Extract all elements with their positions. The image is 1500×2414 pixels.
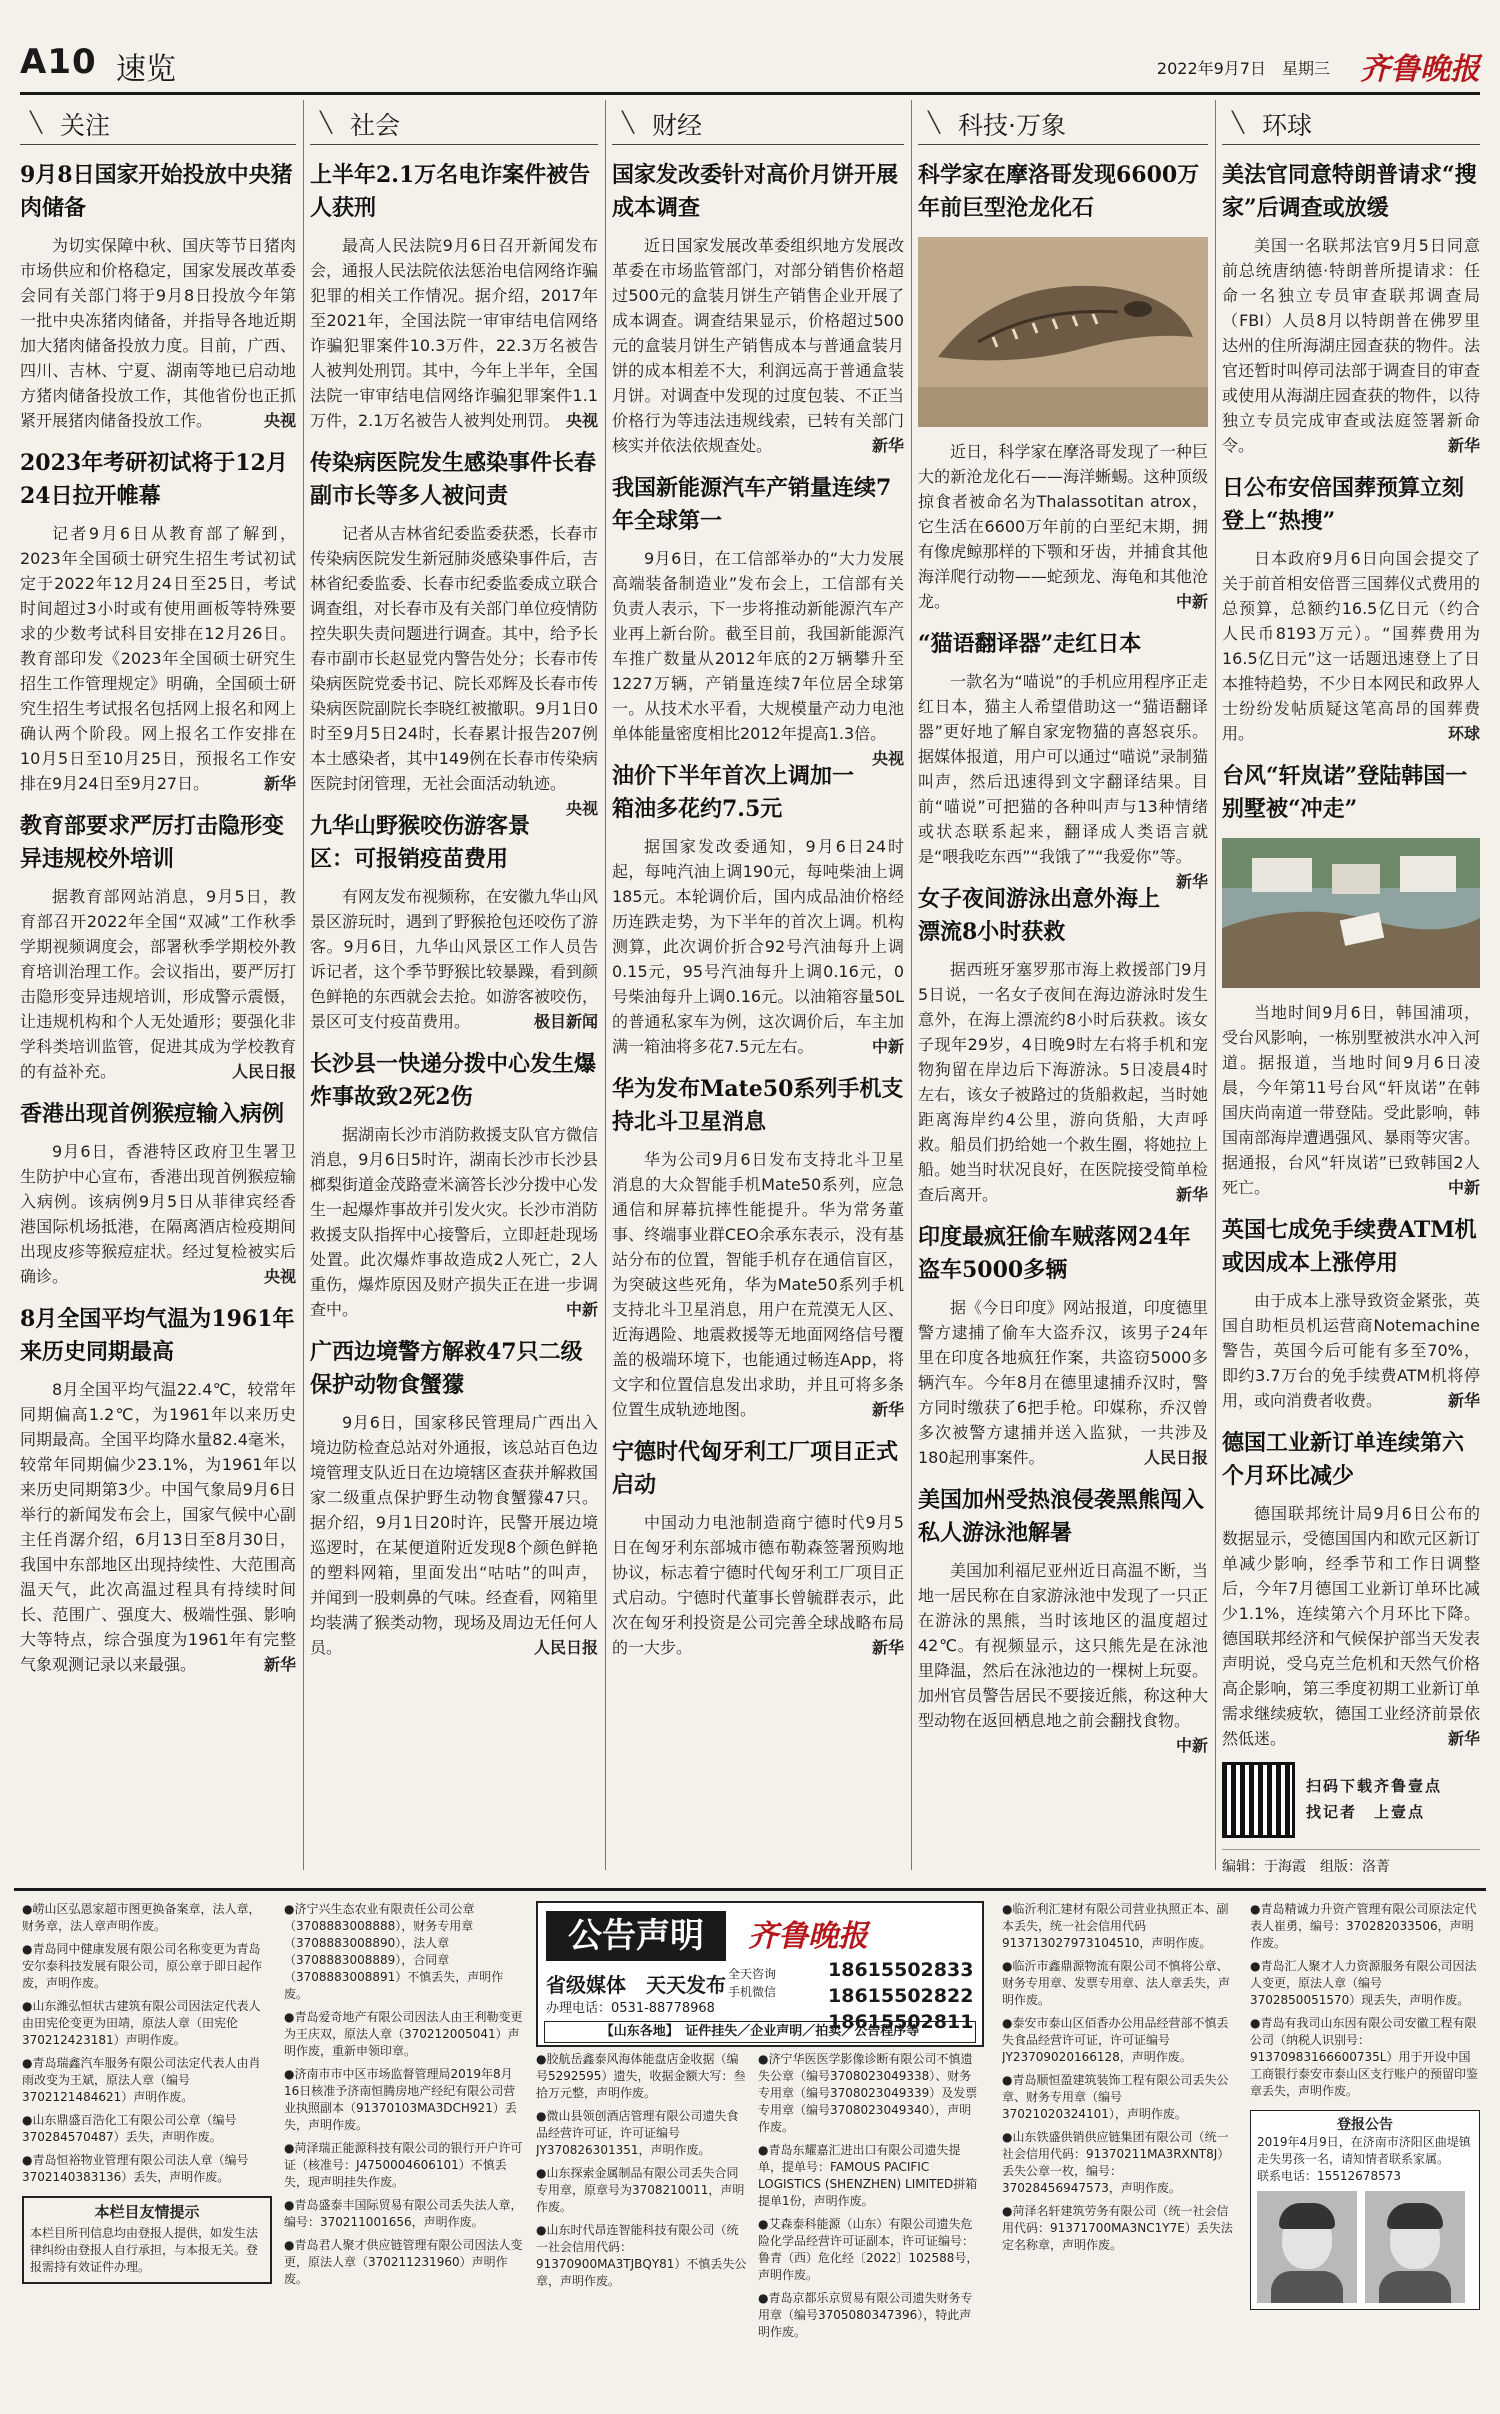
missing-notice-body: 2019年4月9日，在济南市济阳区曲堤镇走失男孩一名，请知情者联系家属。: [1257, 2135, 1471, 2166]
article-body: 中国动力电池制造商宁德时代9月5日在匈牙利东部城市德布勒森签署预购地协议，标志着宁德时代匈牙利工厂项目正式启动。宁德时代董事长曾毓群表示，此次在匈牙利投资是公司完善全球战略布局的一大步。 新华: [612, 1510, 904, 1660]
headline[interactable]: 宁德时代匈牙利工厂项目正式启动: [612, 1439, 899, 1498]
source-label: 央视: [263, 1267, 296, 1286]
source-label: 环球: [1447, 724, 1480, 743]
editor-credits: 编辑：于海霞 组版：洛菁: [1222, 1849, 1480, 1876]
article-body: 9月6日，国家移民管理局广西出入境边防检查总站对外通报，该总站百色边境管理支队近日在边境辖区查获并解救国家二级重点保护野生动物食蟹獴47只。据介绍，9月1日20时许，民警开展边境巡逻时，在某便道附近发现8个颜色鲜艳的塑料网箱，里面发出“咕咕”的叫声，并闻到一股刺鼻的气味。经查看，网箱里均装满了猴类动物，现场及周边无任何人员。 人民日报: [310, 1410, 598, 1660]
source-label: 中新: [871, 1037, 904, 1056]
notice-item: ● 青岛盛泰丰国际贸易有限公司丢失法人章，编号：370211001656，声明作废。: [284, 2197, 526, 2231]
headline[interactable]: 科学家在摩洛哥发现6600万年前巨型沧龙化石: [918, 162, 1200, 221]
notice-item: ● 青岛京都乐京贸易有限公司遗失财务专用章（编号3705080347396），特此声明作废。: [758, 2290, 980, 2341]
headline[interactable]: 华为发布Mate50系列手机支持北斗卫星消息: [612, 1076, 904, 1135]
article-body: 近日，科学家在摩洛哥发现了一种巨大的新沧龙化石——海洋蜥蜴。这种顶级掠食者被命名为Thalassotitan atrox，它生活在6600万年前的白垩纪末期，拥有像虎鲸那样的下颚和牙齿，并捕食其他海洋爬行动物——蛇颈龙、海龟和其他沧龙。 中新: [918, 439, 1208, 614]
notice-item: ● 胶航岳鑫泰风海体能盘店金收据（编号5292595）遗失，收据金额大写：叁拾万元整，声明作废。: [536, 2051, 748, 2102]
article: [310, 1048, 598, 1322]
page-number: A10: [20, 42, 97, 82]
article-body: 德国联邦统计局9月6日公布的数据显示，受德国国内和欧元区新订单减少影响，经季节和工作日调整后，今年7月德国工业新订单环比减少1.1%，连续第六个月环比下降。德国联邦经济和气候保护部当天发表声明说，受乌克兰危机和天然气价格高企影响，第三季度初期工业新订单需求继续疲软，德国工业经济前景依然低迷。 新华: [1222, 1501, 1480, 1751]
headline[interactable]: 9月8日国家开始投放中央猪肉储备: [20, 162, 293, 221]
source-label: 中新: [1175, 1736, 1208, 1755]
classifieds-column: [758, 2051, 980, 2395]
child-photo: [1365, 2191, 1465, 2303]
article-body: 记者从吉林省纪委监委获悉，长春市传染病医院发生新冠肺炎感染事件后，吉林省纪委监委、长春市纪委监委成立联合调查组，对长春市及有关部门单位疫情防控失职失责问题进行调查。其中，给予长春市副市长赵显党内警告处分；长春市传染病医院党委书记、院长邓辉及长春市传染病医院副院长李晓红被撤职。9月1日0时至9月5日24时，长春累计报告207例本土感染者，其中149例在长春市传染病医院封闭管理，无社会面活动轨迹。 央视: [310, 521, 598, 796]
source-label: 新华: [871, 1638, 904, 1657]
article: [612, 1436, 904, 1660]
source-label: 新华: [1175, 872, 1208, 891]
article: [918, 159, 1208, 614]
missing-notice-contact: 联系电话：15512678573: [1257, 2169, 1401, 2183]
source-label: 新华: [1447, 436, 1480, 455]
article: [1222, 760, 1480, 1200]
article: [20, 447, 296, 796]
notice-item: ● 崂山区弘恩家超市图更换备案章，法人章，财务章，法人章声明作废。: [22, 1901, 272, 1935]
source-label: 中新: [565, 1300, 598, 1319]
notice-item: ● 济宁兴生态农业有限责任公司公章（3708883008888），财务专用章（3708883008890），法人章（3708883008889），合同章（3708883008891）不慎丢失，声明作废。: [284, 1901, 526, 2003]
classifieds-section: [14, 1888, 1486, 2401]
notice-item: ● 青岛同中健康发展有限公司名称变更为青岛安尔泰科技发展有限公司，原公章于即日起作废，声明作废。: [22, 1941, 272, 1992]
article: [918, 628, 1208, 891]
source-label: 新华: [1447, 1391, 1480, 1410]
article-body: 华为公司9月6日发布支持北斗卫星消息的大众智能手机Mate50系列，应急通信和屏幕抗摔性能提升。华为常务董事、终端事业群CEO余承东表示，没有基站分布的位置，智能手机存在通信盲区，为突破这些死角，华为Mate50系列手机支持北斗卫星消息，用户在荒漠无人区、近海遇险、地震救援等无地面网络信号覆盖的极端环境下，也能通过畅连App，将文字和位置信息发出求助，并且可将多条位置生成轨迹地图。 新华: [612, 1147, 904, 1422]
column-header: ╲ 财经: [612, 100, 904, 145]
headline[interactable]: 印度最疯狂偷车贼落网24年盗车5000多辆: [918, 1224, 1191, 1283]
column-divider: [1215, 100, 1216, 1870]
article: [1222, 1214, 1480, 1413]
issue-date: 2022年9月7日 星期三: [1156, 59, 1330, 78]
headline[interactable]: 上半年2.1万名电诈案件被告人获刑: [310, 162, 591, 221]
notice-item: ● 泰安市泰山区佰香办公用品经营部不慎丢失食品经营许可证，许可证编号JY23709020166128，声明作废。: [1002, 2015, 1240, 2066]
child-photo: [1257, 2191, 1357, 2303]
article-body: 8月全国平均气温22.4℃，较常年同期偏高1.2℃，为1961年以来历史同期最高。全国平均降水量82.4毫米，较常年同期偏少23.1%，为1961年以来历史同期第3少。中国气象局9月6日举行的新闻发布会上，国家气候中心副主任肖潺介绍，6月13日至8月30日，我国中东部地区出现持续性、大范围高温天气，此次高温过程具有持续时间长、范围广、强度大、极端性强、影响大等特点，综合强度为1961年有完整气象观测记录以来最强。 新华: [20, 1377, 296, 1677]
headline[interactable]: “猫语翻译器”走红日本: [918, 631, 1142, 657]
ad-phone[interactable]: 18615502833: [828, 1959, 974, 1981]
notice-item: ● 艾森泰科能源（山东）有限公司遗失危险化学品经营许可证副本，许可证编号：鲁青（西）危化经〔2022〕102588号，声明作废。: [758, 2216, 980, 2284]
chevron-right-icon: ╲: [30, 110, 43, 134]
article: [20, 159, 296, 433]
missing-person-notice: [1250, 2110, 1480, 2310]
article-body: 据国家发改委通知，9月6日24时起，每吨汽油上调190元，每吨柴油上调185元。本轮调价后，国内成品油价格经历连跌走势，为下半年的首次上调。机构测算，此次调价折合92号汽油每升上调0.15元，95号汽油每升上调0.16元，0号柴油每升上调0.16元。以油箱容量50L的普通私家车为例，这次调价后，车主加满一箱油将多花7.5元左右。 中新: [612, 834, 904, 1059]
notice-ad-banner: [536, 1901, 984, 2047]
ad-telephone: 办理电话：0531-88778968: [546, 2001, 715, 2016]
classifieds-column: [284, 1901, 526, 2395]
typhoon-photo: [1222, 838, 1480, 988]
notice-item: ● 临沂市鑫鼎源物流有限公司不慎将公章、财务专用章、发票专用章、法人章丢失，声明作废。: [1002, 1958, 1240, 2009]
missing-notice-title: 登报公告: [1337, 2117, 1393, 2133]
headline[interactable]: 日公布安倍国葬预算立刻登上“热搜”: [1222, 475, 1465, 534]
headline[interactable]: 女子夜间游泳出意外海上漂流8小时获救: [918, 886, 1161, 945]
ad-label: 全天咨询: [728, 1967, 777, 1981]
headline[interactable]: 台风“轩岚诺”登陆韩国一别墅被“冲走”: [1222, 763, 1468, 822]
column-header: ╲ 科技·万象: [918, 100, 1208, 145]
chevron-right-icon: ╲: [1232, 110, 1245, 134]
notice-item: ● 山东时代昂连智能科技有限公司（统一社会信用代码：91370900MA3TJBQY81）不慎丢失公章，声明作废。: [536, 2222, 748, 2290]
headline[interactable]: 美法官同意特朗普请求“搜家”后调查或放缓: [1222, 162, 1477, 221]
ad-brand-logo: 齐鲁晚报: [748, 1919, 868, 1954]
column-tech: [918, 100, 1208, 1880]
app-download-block: [1222, 1765, 1480, 1843]
classifieds-column: [1002, 1901, 1240, 2395]
chevron-right-icon: ╲: [928, 110, 941, 134]
article-body: 有网友发布视频称，在安徽九华山风景区游玩时，遇到了野猴抢包还咬伤了游客。9月6日，九华山风景区工作人员告诉记者，这个季节野猴比较暴躁，看到颜色鲜艳的东西就会去抢。如游客被咬伤，景区可支付疫苗费用。 极目新闻: [310, 884, 598, 1034]
headline[interactable]: 油价下半年首次上调加一箱油多花约7.5元: [612, 763, 855, 822]
tip-body: 本栏目所刊信息均由登报人提供，如发生法律纠纷由登报人自行承担，与本报无关。登报需持有效证件办理。: [30, 2226, 259, 2274]
source-label: 人民日报: [1143, 1448, 1208, 1467]
notice-item: ● 青岛有我司山东因有限公司安徽工程有限公司（纳税人识别号：91370983166600735L）用于开设中国工商银行泰安市泰山区支行账户的预留印鉴章丢失，声明作废。: [1250, 2015, 1480, 2100]
column-header: ╲ 环球: [1222, 100, 1480, 145]
qr-caption-2: 找记者 上壹点: [1306, 1803, 1426, 1821]
article: [918, 883, 1208, 1207]
headline[interactable]: 德国工业新订单连续第六个月环比减少: [1222, 1430, 1465, 1489]
column-divider: [911, 100, 912, 1870]
source-label: 中新: [1175, 592, 1208, 611]
article: [20, 1303, 296, 1677]
headline[interactable]: 教育部要求严厉打击隐形变异违规校外培训: [20, 813, 285, 872]
column-header: ╲ 社会: [310, 100, 598, 145]
ad-slogan: 省级媒体 天天发布: [546, 1973, 726, 1997]
article-body: 当地时间9月6日，韩国浦项，受台风影响，一栋别墅被洪水冲入河道。据报道，当地时间9月6日凌晨，今年第11号台风“轩岚诺”在韩国庆尚南道一带登陆。受此影响，韩国南部海岸遭遇强风、暴雨等灾害。据通报，台风“轩岚诺”已致韩国2人死亡。 中新: [1222, 1000, 1480, 1200]
classifieds-column: [536, 2051, 748, 2395]
notice-item: ● 青岛顺恒盈建筑装饰工程有限公司丢失公章、财务专用章（编号37021020324101），声明作废。: [1002, 2072, 1240, 2123]
column-society: [310, 100, 598, 1880]
source-label: 中新: [1447, 1178, 1480, 1197]
article: [310, 1336, 598, 1660]
column-focus: [20, 100, 296, 1880]
headline[interactable]: 香港出现首例猴痘输入病例: [20, 1101, 285, 1127]
source-label: 新华: [1447, 1729, 1480, 1748]
article: [310, 447, 598, 818]
headline[interactable]: 九华山野猴咬伤游客景区：可报销疫苗费用: [310, 813, 531, 872]
article: [612, 472, 904, 768]
classifieds-column: [22, 1901, 272, 2395]
source-label: 新华: [1175, 1185, 1208, 1204]
headline[interactable]: 8月全国平均气温为1961年来历史同期最高: [20, 1306, 295, 1365]
article: [1222, 159, 1480, 458]
article-body: 据西班牙塞罗那市海上救援部门9月5日说，一名女子夜间在海边游泳时发生意外，在海上漂流约8小时后获救。该女子现年29岁，4日晚9时左右将手机和宠物狗留在岸边后下海游泳。5日凌晨4时左右，该女子被路过的货船救起，当时她距离海岸约4公里，游向货船，大声呼救。船员们扔给她一个救生圈，将她拉上船。她当时状况良好，在医院接受简单检查后离开。 新华: [918, 957, 1208, 1207]
article: [612, 159, 904, 458]
source-label: 新华: [263, 774, 296, 793]
ad-label: 手机微信: [728, 1985, 777, 1999]
notice-item: ● 山东探索金属制品有限公司丢失合同专用章，原章号为3708210011，声明作废。: [536, 2165, 748, 2216]
notice-item: ● 青岛恒裕物业管理有限公司法人章（编号3702140383136）丢失，声明作废。: [22, 2152, 272, 2186]
article: [918, 1221, 1208, 1470]
article-body: 为切实保障中秋、国庆等节日猪肉市场供应和价格稳定，国家发展改革委会同有关部门将于9月8日投放今年第一批中央冻猪肉储备，并指导各地近期加大猪肉储备投放力度。目前，广西、四川、吉林、宁夏、湖南等地已启动地方猪肉储备投放工作，其他省份也正抓紧开展猪肉储备投放工作。 央视: [20, 233, 296, 433]
article: [20, 1098, 296, 1289]
source-label: 央视: [871, 749, 904, 768]
notice-item: ● 青岛汇人聚才人力资源服务有限公司因法人变更，原法人章（编号3702850051570）现丢失，声明作废。: [1250, 1958, 1480, 2009]
headline[interactable]: 传染病医院发生感染事件长春副市长等多人被问责: [310, 450, 597, 509]
column-divider: [605, 100, 606, 1870]
source-label: 人民日报: [533, 1638, 598, 1657]
ad-phone[interactable]: 18615502822: [828, 1985, 974, 2007]
ad-phone[interactable]: 18615502811: [828, 2011, 974, 2033]
notice-item: ● 山东潍弘恒状古建筑有限公司因法定代表人由田宪伦变更为田靖，原法人章（田宪伦370212423181）声明作废。: [22, 1998, 272, 2049]
newspaper-logo: 齐鲁晚报: [1360, 52, 1480, 87]
qr-caption: 扫码下载齐鲁壹点: [1306, 1777, 1443, 1795]
article: [20, 810, 296, 1084]
headline[interactable]: 2023年考研初试将于12月24日拉开帷幕: [20, 450, 288, 509]
article: [310, 810, 598, 1034]
article-body: 记者9月6日从教育部了解到，2023年全国硕士研究生招生考试初试定于2022年12月24日至25日，考试时间超过3小时或有使用画板等特殊要求的少数考试科目安排在12月26日。教育部印发《2023年全国硕士研究生招生工作管理规定》明确，全国硕士研究生招生考试报名包括网上报名和网上确认两个阶段。网上报名工作安排在10月5日至10月25日，预报名工作安排在9月24日至9月27日。 新华: [20, 521, 296, 796]
source-label: 人民日报: [231, 1062, 296, 1081]
tip-box: [22, 2196, 272, 2284]
article-body: 美国一名联邦法官9月5日同意前总统唐纳德·特朗普所提请求：任命一名独立专员审查联邦调查局（FBI）人员8月以特朗普在佛罗里达州的住所海湖庄园查获的物件。法官还暂时叫停司法部于调查目的审查或使用从海湖庄园查获的物件，以待独立专员完成审查或法庭签署新命令。 新华: [1222, 233, 1480, 458]
headline[interactable]: 国家发改委针对高价月饼开展成本调查: [612, 162, 899, 221]
article-body: 近日国家发展改革委组织地方发展改革委在市场监管部门，对部分销售价格超过500元的盒装月饼生产销售企业开展了成本调查。调查结果显示，价格超过500元的盒装月饼生产销售成本与普通盒装月饼的成本相差不大，利润远高于普通盒装月饼。对调查中发现的过度包装、不正当价格行为等违法违规线索，已转有关部门核实并依法依规查处。 新华: [612, 233, 904, 458]
article-body: 一款名为“喵说”的手机应用程序正走红日本，猫主人希望借助这一“猫语翻译器”更好地了解自家宠物猫的喜怒哀乐。据媒体报道，用户可以通过“喵说”录制猫叫声，然后迅速得到文字翻译结果。目前“喵说”可把猫的各种叫声与13种情绪或状态联系起来，翻译成人类语言就是“喂我吃东西”“我饿了”“我爱你”等。 新华: [918, 669, 1208, 869]
notice-item: ● 青岛瑞鑫汽车服务有限公司法定代表人由肖雨改变为王斌，原法人章（编号3702121484621）声明作废。: [22, 2055, 272, 2106]
chevron-right-icon: ╲: [622, 110, 635, 134]
source-label: 新华: [871, 436, 904, 455]
source-label: 新华: [871, 1400, 904, 1419]
section-title: 速览: [116, 52, 176, 87]
source-label: 极目新闻: [533, 1012, 598, 1031]
article-body: 据教育部网站消息，9月5日，教育部召开2022年全国“双减”工作秋季学期视频调度会，部署秋季学期校外教育培训治理工作。会议指出，要严厉打击隐形变异违规培训，形成警示震慑，让违规机构和个人无处遁形；要强化非学科类培训监管，促进其成为学校教育的有益补充。 人民日报: [20, 884, 296, 1084]
fossil-photo: [918, 237, 1208, 427]
article: [612, 1073, 904, 1422]
article-body: 美国加利福尼亚州近日高温不断，当地一居民称在自家游泳池中发现了一只正在游泳的黑熊，当时该地区的温度超过42℃。有视频显示，这只熊先是在泳池里降温，然后在泳池边的一棵树上玩耍。加州官员警告居民不要接近熊，称这种大型动物在返回栖息地之前会翻找食物。 中新: [918, 1558, 1208, 1733]
article-body: 9月6日，在工信部举办的“大力发展高端装备制造业”发布会上，工信部有关负责人表示，下一步将推动新能源汽车产业再上新台阶。截至目前，我国新能源汽车推广数量从2012年底的2万辆攀升至1227万辆，产销量连续7年位居全球第一。从技术水平看，大规模量产动力电池单体能量密度相比2012年提高1.3倍。 央视: [612, 546, 904, 746]
article: [310, 159, 598, 433]
article-body: 据《今日印度》网站报道，印度德里警方逮捕了偷车大盗乔汉，该男子24年里在印度各地疯狂作案，共盗窃5000多辆汽车。今年8月在德里逮捕乔汉时，警方同时缴获了6把手枪。印媒称，乔汉曾多次被警方逮捕并送入监狱，一共涉及180起刑事案件。 人民日报: [918, 1295, 1208, 1470]
column-divider: [303, 100, 304, 1870]
column-world: [1222, 100, 1480, 1880]
article-body: 日本政府9月6日向国会提交了关于前首相安倍晋三国葬仪式费用的总预算，总额约16.5亿日元（约合人民币8193万元）。“国葬费用为16.5亿日元”这一话题迅速登上了日本推特趋势，不少日本网民和政界人士纷纷发帖质疑这笔高昂的国葬费用。 环球: [1222, 546, 1480, 746]
article: [1222, 1427, 1480, 1751]
article: [918, 1484, 1208, 1755]
source-label: 新华: [263, 1655, 296, 1674]
ad-title: 公告声明: [546, 1911, 726, 1961]
article-body: 据湖南长沙市消防救援支队官方微信消息，9月6日5时许，湖南长沙市长沙县榔梨街道金茂路壹米滴答长沙分拨中心发生一起爆炸事故并引发火灾。长沙市消防救援支队指挥中心接警后，立即赶赴现场处置。此次爆炸事故造成2人死亡，2人重伤，爆炸原因及财产损失正在进一步调查中。 中新: [310, 1122, 598, 1322]
source-label: 央视: [565, 799, 598, 818]
article: [1222, 472, 1480, 746]
notice-item: ● 菏泽名轩建筑劳务有限公司（统一社会信用代码：91371700MA3NC1Y7E）丢失法定名称章，声明作废。: [1002, 2203, 1240, 2254]
notice-item: ● 青岛爱奇地产有限公司因法人由王利勒变更为王庆双，原法人章（370212005041）声明作废，重新申领印章。: [284, 2009, 526, 2060]
article-body: 最高人民法院9月6日召开新闻发布会，通报人民法院依法惩治电信网络诈骗犯罪的相关工作情况。据介绍，2017年至2021年，全国法院一审审结电信网络诈骗犯罪案件10.3万件，22.3万名被告人被判处刑罚。其中，今年上半年，全国法院一审审结电信网络诈骗犯罪案件1.1万件，2.1万名被告人被判处刑罚。 央视: [310, 233, 598, 433]
source-label: 央视: [565, 411, 598, 430]
tip-title: 本栏目友情提示: [94, 2203, 200, 2221]
ad-service-bar: 【山东各地】 证件挂失／企业声明／拍卖／公告程序等: [544, 2021, 976, 2043]
column-finance: [612, 100, 904, 1880]
source-label: 央视: [263, 411, 296, 430]
qr-code-icon[interactable]: [1222, 1765, 1292, 1835]
article-body: 9月6日，香港特区政府卫生署卫生防护中心宣布，香港出现首例猴痘输入病例。该病例9月5日从菲律宾经香港国际机场抵港，在隔离酒店检疫期间出现皮疹等猴痘症状。经过复检被实后确诊。 央视: [20, 1139, 296, 1289]
notice-item: ● 山东鼎盛百浩化工有限公司公章（编号370284570487）丢失，声明作废。: [22, 2112, 272, 2146]
masthead: [20, 38, 1480, 95]
article: [612, 760, 904, 1059]
headline[interactable]: 我国新能源汽车产销量连续7年全球第一: [612, 475, 892, 534]
notice-item: ● 菏泽瑞正能源科技有限公司的银行开户许可证（核准号：J4750004606101）不慎丢失，现声明挂失作废。: [284, 2140, 526, 2191]
notice-item: ● 山东铁盛供销供应链集团有限公司（统一社会信用代码：91370211MA3RXNT8J）丢失公章一枚，编号：37028456947573，声明作废。: [1002, 2129, 1240, 2197]
notice-item: ● 青岛精诚力升资产管理有限公司原法定代表人崔勇，编号：370282033506，声明作废。: [1250, 1901, 1480, 1952]
classifieds-column: [1250, 1901, 1480, 2395]
chevron-right-icon: ╲: [320, 110, 333, 134]
notice-item: ● 济宁华医医学影像诊断有限公司不慎遗失公章（编号3708023049338）、财务专用章（编号3708023049339）及发票专用章（编号3708023049340），声明作废。: [758, 2051, 980, 2136]
notice-item: ● 济南市市中区市场监督管理局2019年8月16日核准予济南恒腾房地产经纪有限公司营业执照副本（91370103MA3DCH921）丢失，声明作废。: [284, 2066, 526, 2134]
notice-item: ● 青岛君人聚才供应链管理有限公司因法人变更，原法人章（370211231960）声明作废。: [284, 2237, 526, 2288]
notice-item: ● 临沂利汇建材有限公司营业执照正本、副本丢失，统一社会信用代码913713027973104510，声明作废。: [1002, 1901, 1240, 1952]
column-header: ╲ 关注: [20, 100, 296, 145]
notice-item: ● 青岛东耀嘉汇进出口有限公司遗失提单，提单号：FAMOUS PACIFIC LOGISTICS (SHENZHEN) LIMITED拼箱提单1份，声明作废。: [758, 2142, 980, 2210]
headline[interactable]: 美国加州受热浪侵袭黑熊闯入私人游泳池解暑: [918, 1487, 1205, 1546]
notice-item: ● 微山县领创酒店管理有限公司遗失食品经营许可证，许可证编号JY370826301351，声明作废。: [536, 2108, 748, 2159]
article-body: 由于成本上涨导致资金紧张，英国自助柜员机运营商Notemachine警告，英国今后可能有多至70%，即约3.7万台的免手续费ATM机将停用，或向消费者收费。 新华: [1222, 1288, 1480, 1413]
headline[interactable]: 广西边境警方解救47只二级保护动物食蟹獴: [310, 1339, 583, 1398]
headline[interactable]: 英国七成免手续费ATM机或因成本上涨停用: [1222, 1217, 1477, 1276]
headline[interactable]: 长沙县一快递分拨中心发生爆炸事故致2死2伤: [310, 1051, 597, 1110]
